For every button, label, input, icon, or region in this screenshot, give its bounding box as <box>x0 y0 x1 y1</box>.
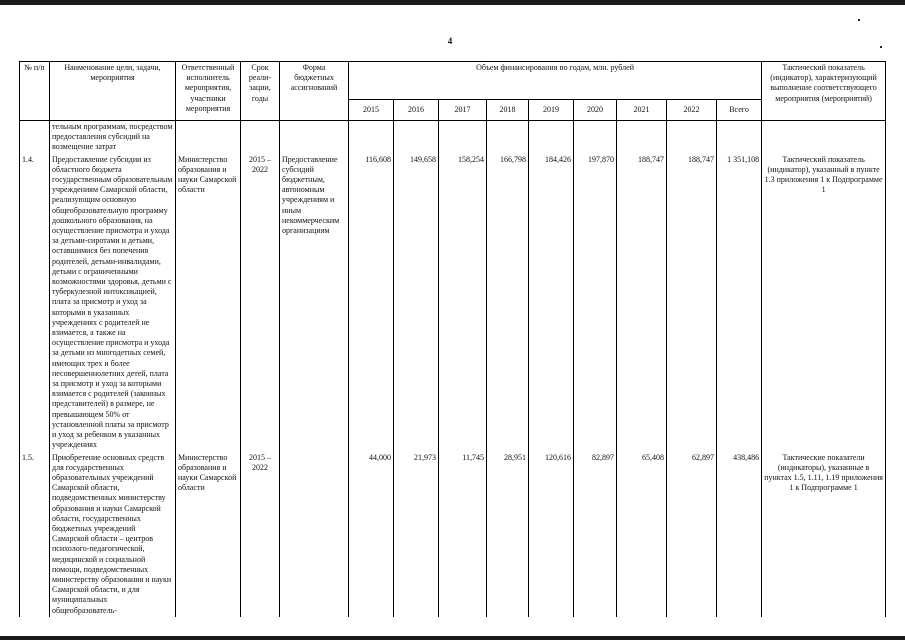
header-year: 2021 <box>617 100 667 121</box>
cell-value-2016: 21,973 <box>394 452 439 617</box>
cell-value-2015: 116,608 <box>349 154 394 452</box>
header-num: № п/п <box>20 62 50 121</box>
cell-num: 1.4. <box>20 154 50 452</box>
cell-num: 1.5. <box>20 452 50 617</box>
bottom-border <box>0 636 905 640</box>
header-name: Наименование цели, задачи, мероприятия <box>50 62 176 121</box>
cell-value-2021: 188,747 <box>617 154 667 452</box>
cell-value-2017: 11,745 <box>439 452 487 617</box>
cell-value-2021: 65,408 <box>617 452 667 617</box>
cell-indicator: Тактические показатели (индикаторы), указанные в пунктах 1.5, 1.11, 1.19 приложения 1 к Подпрограмме 1 <box>762 452 886 617</box>
table-row-continuation <box>20 121 886 154</box>
cell-indicator: Тактический показатель (индикатор), указанный в пункте 1.3 приложения 1 к Подпрограмме 1 <box>762 154 886 452</box>
cell-form: Предоставление субсидий бюджетным, автономным учреждениям и иным некоммерческим организациям <box>280 154 349 452</box>
cell-value-2020: 197,870 <box>574 154 617 452</box>
cell-value-2018: 28,951 <box>487 452 529 617</box>
header-year: 2017 <box>439 100 487 121</box>
cell-form <box>280 452 349 617</box>
cell-name: тельным программам, посредством предоставления субсидий на возмещение затрат <box>50 121 176 154</box>
scan-speck <box>858 19 860 21</box>
table-row <box>20 452 886 617</box>
header-year: 2016 <box>394 100 439 121</box>
header-funding: Объем финансирования по годам, млн. рублей <box>349 62 762 100</box>
header-form: Форма бюджетных ассигнований <box>280 62 349 121</box>
cell-value-total: 1 351,108 <box>717 154 762 452</box>
cell-executor: Министерство образования и науки Самарской области <box>176 154 241 452</box>
header-year: 2018 <box>487 100 529 121</box>
cell-value-2015: 44,000 <box>349 452 394 617</box>
cell-value-2017: 158,254 <box>439 154 487 452</box>
cell-value-2022: 62,897 <box>667 452 717 617</box>
header-year: 2015 <box>349 100 394 121</box>
header-year: 2022 <box>667 100 717 121</box>
top-border <box>0 0 905 5</box>
cell-value-2022: 188,747 <box>667 154 717 452</box>
header-executor: Ответственный исполнитель мероприятия, участники мероприятия <box>176 62 241 121</box>
cell-value-2019: 120,616 <box>529 452 574 617</box>
header-year: 2019 <box>529 100 574 121</box>
cell-value-2016: 149,658 <box>394 154 439 452</box>
header-total: Всего <box>717 100 762 121</box>
cell-value-total: 438,486 <box>717 452 762 617</box>
table-row <box>20 154 886 452</box>
header-year: 2020 <box>574 100 617 121</box>
cell-term: 2015 – 2022 <box>241 452 280 617</box>
program-table <box>19 61 886 617</box>
header-term: Срок реали-зации, годы <box>241 62 280 121</box>
table-header <box>20 62 886 121</box>
cell-executor: Министерство образования и науки Самарской области <box>176 452 241 617</box>
page-number: 4 <box>447 36 453 46</box>
cell-value-2019: 184,426 <box>529 154 574 452</box>
cell-value-2020: 82,897 <box>574 452 617 617</box>
cell-value-2018: 166,798 <box>487 154 529 452</box>
header-indicator: Тактический показатель (индикатор), характеризующий выполнение соответствующего мероприятия (мероприятий) <box>762 62 886 121</box>
cell-name: Предоставление субсидии из областного бюджета государственным образовательным учреждениям Самарской области, реализующим основную общеобразовательную программу дошкольного образования, на осуществление присмотра и ухода за детьми-сиротами и детьми, оставшимися без попечения родителей, детьми-инвалидами, детьми с ограниченными возможностями здоровья, детьми с туберкулезной интоксикацией, плата за присмотр и уход за которыми в указанных учреждениях с родителей не взимается, а также на осуществление присмотра и ухода за детьми из многодетных семей, имеющих трех и более несовершеннолетних детей, плата за присмотр и уход за которыми взимается с родителей (законных представителей) в размере, не превышающем 50% от установленной платы за присмотр и уход за ребенком в указанных учреждениях <box>50 154 176 452</box>
scan-speck <box>880 46 882 48</box>
cell-term: 2015 – 2022 <box>241 154 280 452</box>
cell-name: Приобретение основных средств для государственных образовательных учреждений Самарской области, подведомственных министерству образования и науки Самарской области, государственных бюджетных учреждений Самарской области – центров психолого-педагогической, медицинской и социальной помощи, подведомственных министерству образования и науки Самарской области, и для муниципальных общеобразователь- <box>50 452 176 617</box>
